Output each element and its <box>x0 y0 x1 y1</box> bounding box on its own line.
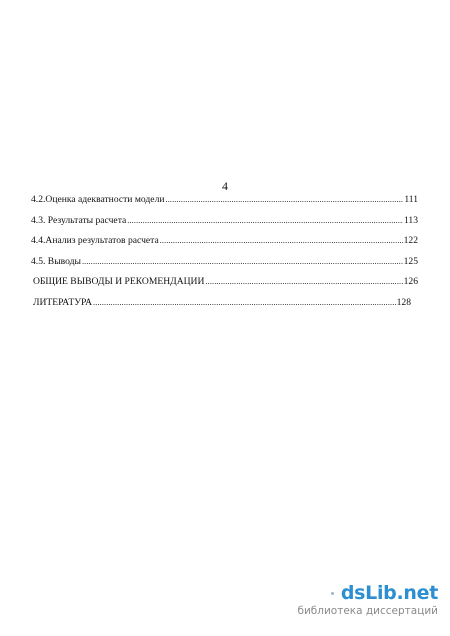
toc-entry <box>31 215 418 236</box>
toc-leader-dots <box>205 277 402 286</box>
toc-leader-dots <box>160 236 403 245</box>
page-number: 4 <box>222 179 228 193</box>
dslib-watermark <box>248 582 438 622</box>
toc-entry-label: 4.3. Результаты расчета <box>31 214 127 226</box>
toc-entry-page: 128 <box>396 296 411 308</box>
watermark-dot <box>331 592 334 595</box>
toc-entry-label: ОБЩИЕ ВЫВОДЫ И РЕКОМЕНДАЦИИ <box>33 276 205 287</box>
toc-entry <box>33 297 411 318</box>
toc-entry-label: 4.4.Анализ результатов расчета <box>31 235 159 246</box>
toc-entry <box>31 256 418 277</box>
toc-entry-page: 113 <box>403 214 418 226</box>
dslib-logo <box>341 582 438 604</box>
toc-entry-label: ЛИТЕРАТУРА <box>33 296 93 308</box>
toc-entry <box>31 235 418 256</box>
toc-entry-page: 125 <box>403 255 418 267</box>
toc-leader-dots <box>82 257 403 266</box>
toc-entry <box>33 276 418 297</box>
logo-lib-text: Lib.net <box>365 582 438 604</box>
toc-leader-dots <box>93 298 396 307</box>
toc-entry-label: 4.5. Выводы <box>31 255 81 267</box>
toc-leader-dots <box>166 195 404 204</box>
watermark-tagline: библиотека диссертаций <box>297 605 438 617</box>
toc-entry-page: 126 <box>403 276 418 287</box>
toc-leader-dots <box>127 216 403 225</box>
toc-entry-page: 111 <box>404 194 418 205</box>
toc-entry <box>31 194 418 215</box>
toc-entry-label: 4.2.Оценка адекватности модели <box>31 194 165 205</box>
toc-entry-page: 122 <box>403 235 418 246</box>
table-of-contents <box>30 194 418 317</box>
logo-ds-text: ds <box>340 582 366 604</box>
